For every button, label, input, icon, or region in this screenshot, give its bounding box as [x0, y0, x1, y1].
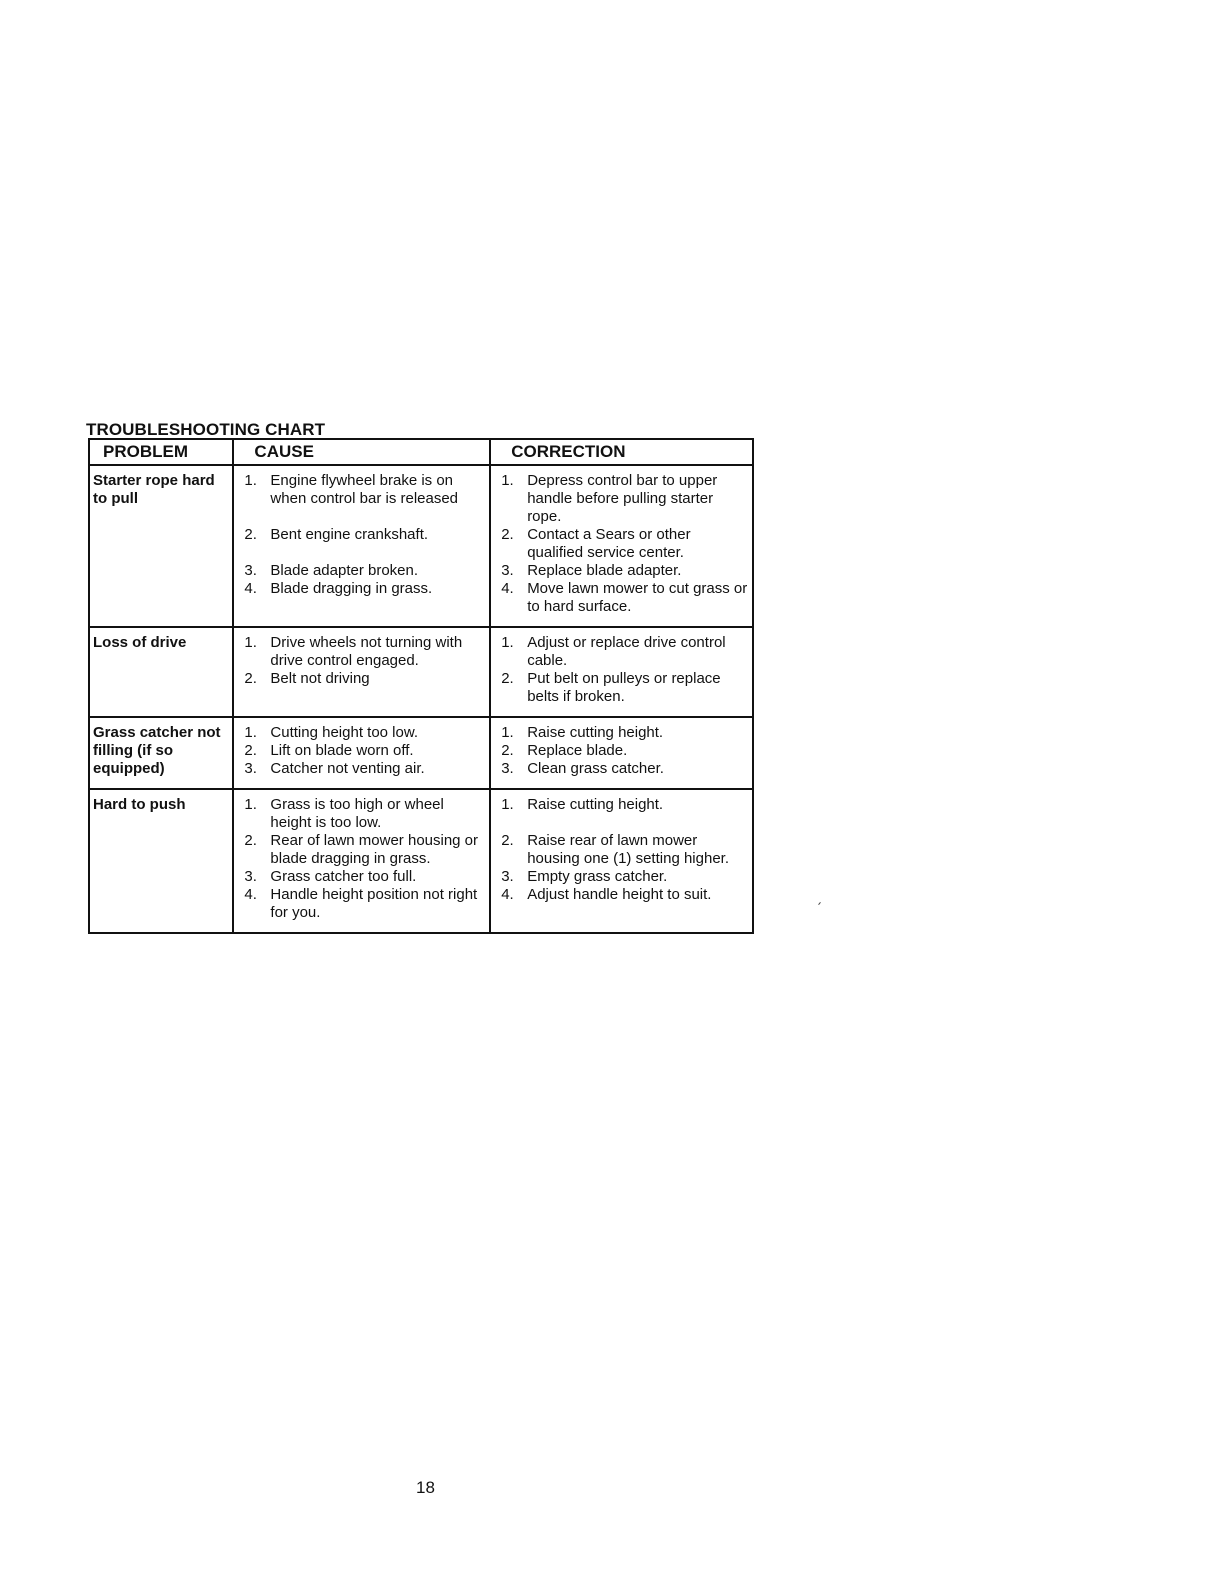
table-row: [89, 717, 753, 789]
item-text: Raise cutting height.: [527, 724, 664, 741]
cause-list: [244, 472, 485, 598]
correction-item: [501, 634, 748, 670]
table-row: [89, 789, 753, 933]
item-number: 2.: [244, 526, 257, 543]
item-number: 3.: [501, 760, 514, 777]
header-problem: PROBLEM: [89, 439, 233, 465]
cause-cell: [233, 717, 490, 789]
item-text: Raise cutting height.: [527, 796, 664, 813]
cause-item: [244, 868, 485, 886]
item-text: Grass is too high or wheel height is too low.: [270, 796, 444, 831]
correction-item: [501, 670, 748, 706]
item-text: Replace blade.: [527, 742, 628, 759]
table-row: [89, 465, 753, 627]
item-number: 2.: [501, 742, 514, 759]
item-number: 1.: [244, 724, 257, 741]
cause-list: [244, 634, 485, 688]
item-number: 3.: [501, 562, 514, 579]
item-number: 3.: [244, 562, 257, 579]
correction-item: [501, 472, 748, 526]
correction-item: [501, 832, 748, 868]
item-text: Cutting height too low.: [270, 724, 419, 741]
item-text: Belt not driving: [270, 670, 370, 687]
item-text: Catcher not venting air.: [270, 760, 425, 777]
item-number: 2.: [501, 670, 514, 687]
correction-item: [501, 562, 748, 580]
item-number: 4.: [501, 886, 514, 903]
correction-item: [501, 724, 748, 742]
correction-item: [501, 526, 748, 562]
item-number: 4.: [244, 886, 257, 903]
item-number: 2.: [244, 832, 257, 849]
item-number: 1.: [244, 634, 257, 651]
item-number: 1.: [501, 472, 514, 489]
cause-list: [244, 724, 485, 778]
problem-cell: Starter rope hard to pull: [93, 472, 215, 507]
correction-list: [501, 634, 748, 706]
cause-item: [244, 796, 485, 832]
header-correction: CORRECTION: [490, 439, 753, 465]
item-number: 2.: [501, 526, 514, 543]
item-number: 3.: [501, 868, 514, 885]
item-text: Depress control bar to upper handle before pulling starter rope.: [527, 472, 718, 525]
correction-item: [501, 796, 748, 814]
correction-item: [501, 886, 748, 904]
item-number: 3.: [244, 760, 257, 777]
problem-cell: Loss of drive: [89, 627, 233, 717]
correction-item: [501, 868, 748, 886]
item-text: Move lawn mower to cut grass or to hard surface.: [527, 580, 748, 615]
item-text: Handle height position not right for you.: [270, 886, 478, 921]
item-text: Drive wheels not turning with drive control engaged.: [270, 634, 463, 669]
item-text: Blade dragging in grass.: [270, 580, 433, 597]
cause-item: [244, 472, 485, 508]
item-text: Adjust handle height to suit.: [527, 886, 712, 903]
correction-cell: [490, 789, 753, 933]
item-number: 2.: [244, 742, 257, 759]
item-text: Empty grass catcher.: [527, 868, 668, 885]
item-number: 1.: [501, 724, 514, 741]
item-text: Grass catcher too full.: [270, 868, 417, 885]
cause-item: [244, 742, 485, 760]
item-number: 1.: [244, 472, 257, 489]
item-number: 2.: [244, 670, 257, 687]
problem-cell: Grass catcher not filling (if so equipped): [89, 717, 233, 789]
item-number: 1.: [501, 634, 514, 651]
correction-cell: [490, 627, 753, 717]
item-text: Adjust or replace drive control cable.: [527, 634, 726, 669]
scan-speck: [818, 902, 821, 905]
item-text: Bent engine crankshaft.: [270, 526, 429, 543]
cause-cell: [233, 789, 490, 933]
item-text: Blade adapter broken.: [270, 562, 419, 579]
correction-item: [501, 742, 748, 760]
cause-item: [244, 562, 485, 580]
cause-list: [244, 796, 485, 922]
header-cause: CAUSE: [233, 439, 490, 465]
table-row: [89, 627, 753, 717]
item-text: Replace blade adapter.: [527, 562, 682, 579]
correction-item: [501, 580, 748, 616]
cause-item: [244, 724, 485, 742]
chart-title: TROUBLESHOOTING CHART: [86, 420, 326, 439]
item-text: Clean grass catcher.: [527, 760, 664, 777]
item-number: 1.: [244, 796, 257, 813]
correction-list: [501, 472, 748, 616]
cause-item: [244, 634, 485, 670]
troubleshooting-table: [88, 438, 754, 934]
item-text: Put belt on pulleys or replace belts if broken.: [527, 670, 721, 705]
cause-item: [244, 832, 485, 868]
item-number: 4.: [501, 580, 514, 597]
cause-item: [244, 886, 485, 922]
cause-item: [244, 670, 485, 688]
item-text: Contact a Sears or other qualified service center.: [527, 526, 691, 561]
cause-item: [244, 580, 485, 598]
correction-item: [501, 760, 748, 778]
item-text: Raise rear of lawn mower housing one (1) setting higher.: [527, 832, 729, 867]
item-number: 2.: [501, 832, 514, 849]
header-row: [89, 439, 753, 465]
correction-list: [501, 724, 748, 778]
problem-cell: Hard to push: [89, 789, 233, 933]
page-number: 18: [416, 1478, 435, 1497]
cause-item: [244, 760, 485, 778]
cause-item: [244, 526, 485, 544]
correction-list: [501, 796, 748, 904]
item-number: 4.: [244, 580, 257, 597]
correction-cell: [490, 465, 753, 627]
item-number: 1.: [501, 796, 514, 813]
item-number: 3.: [244, 868, 257, 885]
item-text: Lift on blade worn off.: [270, 742, 414, 759]
item-text: Rear of lawn mower housing or blade dragging in grass.: [270, 832, 479, 867]
cause-cell: [233, 627, 490, 717]
item-text: Engine flywheel brake is on when control bar is released: [270, 472, 459, 507]
cause-cell: [233, 465, 490, 627]
correction-cell: [490, 717, 753, 789]
